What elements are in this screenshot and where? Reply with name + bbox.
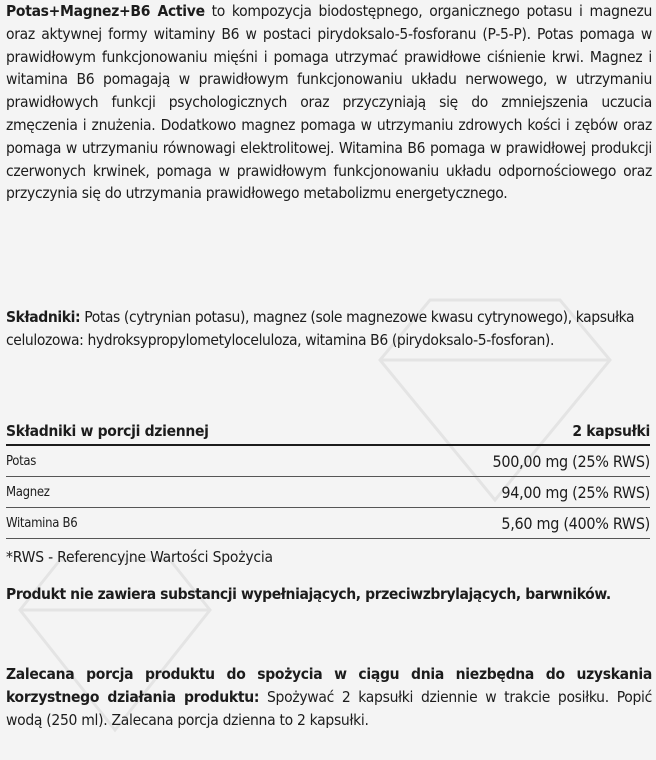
row-value: 500,00 mg (25% RWS) xyxy=(492,451,650,471)
product-description xyxy=(6,0,652,205)
nutrition-table xyxy=(6,414,650,539)
row-value: 94,00 mg (25% RWS) xyxy=(501,482,650,502)
row-name: Potas xyxy=(6,453,37,469)
dosage-instructions xyxy=(6,663,652,732)
rws-note: *RWS - Referencyjne Wartości Spożycia xyxy=(6,548,273,566)
header-name: Składniki w porcji dziennej xyxy=(6,422,209,440)
description-body: to kompozycja biodostępnego, organicznego potasu i magnezu oraz aktywnej formy witaminy B6 w postaci pirydoksalo-5-fosforanu (P-5-P). Potas pomaga w prawidłowym funkcjonowaniu mięśni i pomaga utrzymać prawidłowe ciśnienie krwi. Magnez i witamina B6 pomagają w prawidłowym funkcjonowaniu układu nerwowego, w utrzymaniu prawidłowych funkcji psychologicznych oraz przyczyniają się do zmniejszenia uczucia zmęczenia i znużenia. Dodatkowo magnez pomaga w utrzymaniu zdrowych kości i zębów oraz pomaga w utrzymaniu równowagi elektrolitowej. Witamina B6 pomaga w prawidłowej produkcji czerwonych krwinek, pomaga w prawidłowym funkcjonowaniu układu odpornościowego oraz przyczynia się do utrzymania prawidłowego metabolizmu energetycznego. xyxy=(6,2,653,203)
ingredients-label: Składniki: xyxy=(6,308,81,326)
ingredients xyxy=(6,306,652,352)
dosage-text: Spożywać 2 kapsułki dziennie w trakcie posiłku. Popić wodą (250 ml). Zalecana porcja dzienna to 2 kapsułki. xyxy=(6,688,652,729)
table-row xyxy=(6,508,650,539)
row-name: Witamina B6 xyxy=(6,515,78,531)
dosage-bold: Zalecana porcja produktu do spożycia w ciągu dnia niezbędna do uzyskania korzystnego działania produktu: xyxy=(6,665,652,706)
ingredients-text: Potas (cytrynian potasu), magnez (sole magnezowe kwasu cytrynowego), kapsułka celulozowa: hydroksypropylometyloceluloza, witamina B6 (pirydoksalo-5-fosforan). xyxy=(6,308,635,349)
table-row xyxy=(6,477,650,508)
product-notice: Produkt nie zawiera substancji wypełniających, przeciwzbrylających, barwników. xyxy=(6,585,611,603)
row-name: Magnez xyxy=(6,484,50,500)
product-name: Potas+Magnez+B6 Active xyxy=(6,2,205,20)
header-value: 2 kapsułki xyxy=(572,422,650,440)
row-value: 5,60 mg (400% RWS) xyxy=(501,513,650,533)
table-row xyxy=(6,446,650,477)
table-header xyxy=(6,414,650,446)
